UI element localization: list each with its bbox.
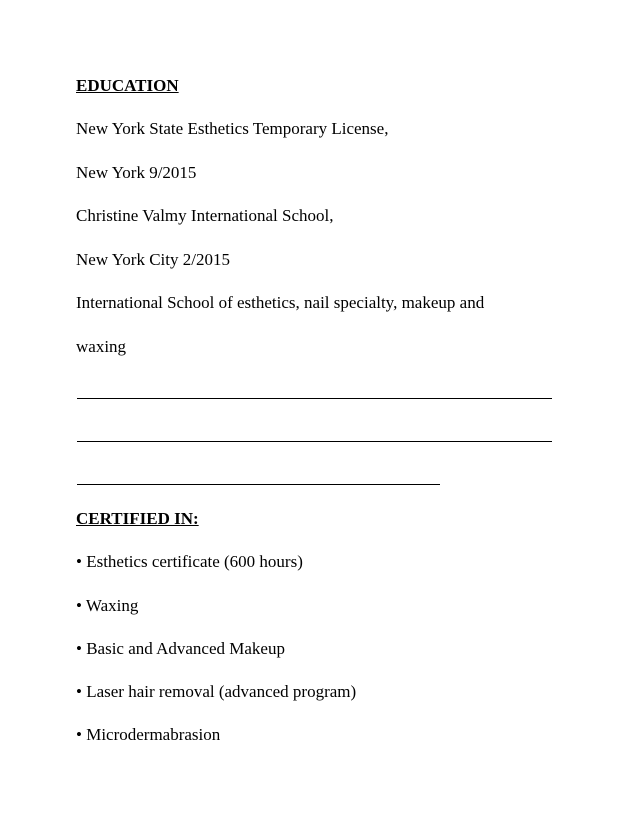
education-line-school-date: New York City 2/2015 — [76, 250, 230, 269]
blank-rule-2 — [77, 441, 552, 442]
blank-rule-1 — [77, 398, 552, 399]
education-line-license: New York State Esthetics Temporary License, — [76, 119, 389, 138]
education-heading: EDUCATION — [76, 76, 179, 95]
certified-item-waxing: • Waxing — [76, 596, 139, 615]
education-line-specialty: International School of esthetics, nail specialty, makeup and — [76, 293, 485, 312]
education-line-specialty-cont: waxing — [76, 337, 127, 356]
education-line-school: Christine Valmy International School, — [76, 206, 334, 225]
certified-item-laser: • Laser hair removal (advanced program) — [76, 682, 357, 701]
blank-rule-3 — [77, 484, 440, 485]
education-line-license-date: New York 9/2015 — [76, 163, 197, 182]
certified-item-makeup: • Basic and Advanced Makeup — [76, 639, 285, 658]
certified-item-esthetics: • Esthetics certificate (600 hours) — [76, 552, 303, 571]
certified-item-microdermabrasion: • Microdermabrasion — [76, 725, 221, 744]
certified-heading: CERTIFIED IN: — [76, 509, 199, 528]
